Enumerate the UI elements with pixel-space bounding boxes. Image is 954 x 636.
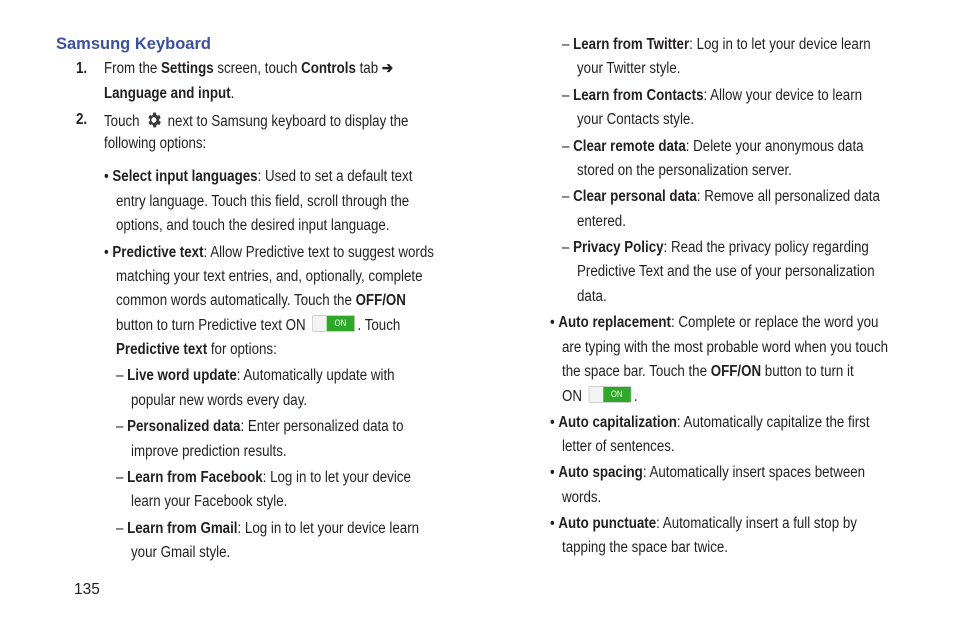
text: : Log in to let your device learn bbox=[689, 36, 871, 53]
option-text-line bbox=[116, 291, 406, 311]
option-label: Auto capitalization bbox=[558, 414, 677, 431]
option-text: options, and touch the desired input language. bbox=[116, 217, 390, 234]
bullet: • bbox=[550, 515, 555, 532]
suboption-learn-contacts bbox=[562, 86, 862, 106]
text: common words automatically. Touch the bbox=[116, 292, 356, 309]
text: . bbox=[633, 388, 638, 405]
option-text: entry language. Touch this field, scroll through the bbox=[116, 193, 410, 210]
text: ON bbox=[562, 388, 582, 405]
controls-label: Controls bbox=[301, 60, 356, 77]
text: : Allow your device to learn bbox=[703, 87, 863, 104]
text: button to turn it bbox=[761, 363, 854, 380]
text: the space bar. Touch the bbox=[562, 363, 711, 380]
suboption-text: improve prediction results. bbox=[131, 443, 287, 460]
dash: – bbox=[116, 520, 124, 537]
option-auto-spacing bbox=[550, 463, 865, 483]
text: : Log in to let your device bbox=[262, 469, 411, 486]
step-2-line-2 bbox=[104, 134, 206, 154]
step-1-line-2 bbox=[104, 84, 234, 104]
text: . Touch bbox=[357, 317, 401, 334]
suboption-text: entered. bbox=[577, 213, 626, 230]
option-auto-replacement bbox=[550, 313, 878, 333]
suboption-privacy-policy bbox=[562, 238, 869, 258]
text: button to turn Predictive text ON bbox=[116, 317, 306, 334]
dash: – bbox=[562, 138, 570, 155]
text: : Automatically capitalize the first bbox=[676, 414, 870, 431]
suboption-label: Live word update bbox=[127, 367, 237, 384]
suboption-live-word-update bbox=[116, 366, 395, 386]
option-text: are typing with the most probable word when you touch bbox=[562, 339, 889, 356]
option-auto-punctuate bbox=[550, 514, 857, 534]
text: : Automatically insert a full stop by bbox=[656, 515, 857, 532]
option-label: Predictive text bbox=[112, 244, 204, 261]
dash: – bbox=[562, 188, 570, 205]
option-text-line bbox=[116, 340, 277, 360]
option-text: letter of sentences. bbox=[562, 438, 675, 455]
toggle-label: ON bbox=[603, 387, 631, 402]
step-1-number: 1. bbox=[76, 60, 88, 77]
bullet: • bbox=[550, 314, 555, 331]
gear-icon bbox=[145, 110, 162, 130]
step-2 bbox=[76, 110, 87, 130]
suboption-clear-remote-data bbox=[562, 137, 864, 157]
suboption-clear-personal-data bbox=[562, 187, 880, 207]
text: following options: bbox=[104, 135, 207, 152]
text: From the bbox=[104, 60, 162, 77]
option-predictive-text bbox=[104, 243, 434, 263]
dash: – bbox=[562, 36, 570, 53]
text: screen, touch bbox=[213, 60, 302, 77]
dash: – bbox=[562, 87, 570, 104]
bullet: • bbox=[550, 464, 555, 481]
bullet: • bbox=[104, 244, 109, 261]
dash: – bbox=[116, 367, 124, 384]
suboption-text: learn your Facebook style. bbox=[131, 493, 288, 510]
option-label: Select input languages bbox=[112, 168, 258, 185]
suboption-learn-gmail bbox=[116, 519, 419, 539]
step-2-number: 2. bbox=[76, 111, 88, 128]
dash: – bbox=[116, 418, 124, 435]
text: : Read the privacy policy regarding bbox=[663, 239, 869, 256]
dash: – bbox=[116, 469, 124, 486]
toggle-label: ON bbox=[327, 316, 355, 331]
predictive-text-label: Predictive text bbox=[116, 341, 208, 358]
on-toggle-icon bbox=[312, 315, 355, 332]
page-number: 135 bbox=[74, 581, 100, 598]
on-toggle-icon bbox=[588, 386, 631, 403]
text: : Used to set a default text bbox=[257, 168, 413, 185]
option-text: words. bbox=[562, 489, 602, 506]
text: : Automatically update with bbox=[236, 367, 395, 384]
text: Touch bbox=[104, 113, 140, 130]
option-label: Auto replacement bbox=[558, 314, 671, 331]
suboption-text: data. bbox=[577, 288, 607, 305]
suboption-label: Learn from Contacts bbox=[573, 87, 704, 104]
suboption-label: Personalized data bbox=[127, 418, 241, 435]
suboption-text: your Contacts style. bbox=[577, 111, 695, 128]
option-label: Auto spacing bbox=[558, 464, 643, 481]
suboption-personalized-data bbox=[116, 417, 404, 437]
option-select-input-languages bbox=[104, 167, 412, 187]
bullet: • bbox=[104, 168, 109, 185]
suboption-label: Learn from Facebook bbox=[127, 469, 263, 486]
suboption-text: Predictive Text and the use of your personalization bbox=[577, 263, 875, 280]
suboption-text: your Twitter style. bbox=[577, 60, 681, 77]
option-text: tapping the space bar twice. bbox=[562, 539, 728, 556]
step-2-line-1 bbox=[104, 110, 408, 132]
suboption-label: Privacy Policy bbox=[573, 239, 664, 256]
suboption-label: Clear remote data bbox=[573, 138, 686, 155]
suboption-text: stored on the personalization server. bbox=[577, 162, 792, 179]
language-input-label: Language and input bbox=[104, 85, 231, 102]
text: next to Samsung keyboard to display the bbox=[167, 113, 409, 130]
settings-label: Settings bbox=[161, 60, 214, 77]
off-on-label: OFF/ON bbox=[355, 292, 406, 309]
section-title: Samsung Keyboard bbox=[56, 35, 211, 53]
arrow-icon: ➔ bbox=[381, 60, 394, 77]
option-text-line bbox=[562, 362, 854, 382]
text: : Log in to let your device learn bbox=[237, 520, 420, 537]
suboption-label: Learn from Gmail bbox=[127, 520, 238, 537]
text: for options: bbox=[207, 341, 277, 358]
step-1 bbox=[76, 59, 87, 79]
suboption-label: Clear personal data bbox=[573, 188, 697, 205]
option-label: Auto punctuate bbox=[558, 515, 657, 532]
text: . bbox=[230, 85, 235, 102]
text: : Automatically insert spaces between bbox=[642, 464, 866, 481]
dash: – bbox=[562, 239, 570, 256]
text: : Remove all personalized data bbox=[696, 188, 880, 205]
text: : Delete your anonymous data bbox=[685, 138, 864, 155]
suboption-text: your Gmail style. bbox=[131, 544, 231, 561]
step-1-line-1 bbox=[104, 59, 393, 79]
suboption-text: popular new words every day. bbox=[131, 392, 308, 409]
text: : Allow Predictive text to suggest words bbox=[203, 244, 434, 261]
text: : Complete or replace the word you bbox=[670, 314, 879, 331]
text: tab bbox=[355, 60, 382, 77]
text: : Enter personalized data to bbox=[240, 418, 404, 435]
option-text-line bbox=[562, 386, 638, 407]
suboption-learn-twitter bbox=[562, 35, 871, 55]
bullet: • bbox=[550, 414, 555, 431]
option-text: matching your text entries, and, optionally, complete bbox=[116, 268, 423, 285]
option-text-line bbox=[116, 315, 400, 336]
suboption-learn-facebook bbox=[116, 468, 411, 488]
off-on-label: OFF/ON bbox=[710, 363, 762, 380]
option-auto-capitalization bbox=[550, 413, 870, 433]
suboption-label: Learn from Twitter bbox=[573, 36, 690, 53]
